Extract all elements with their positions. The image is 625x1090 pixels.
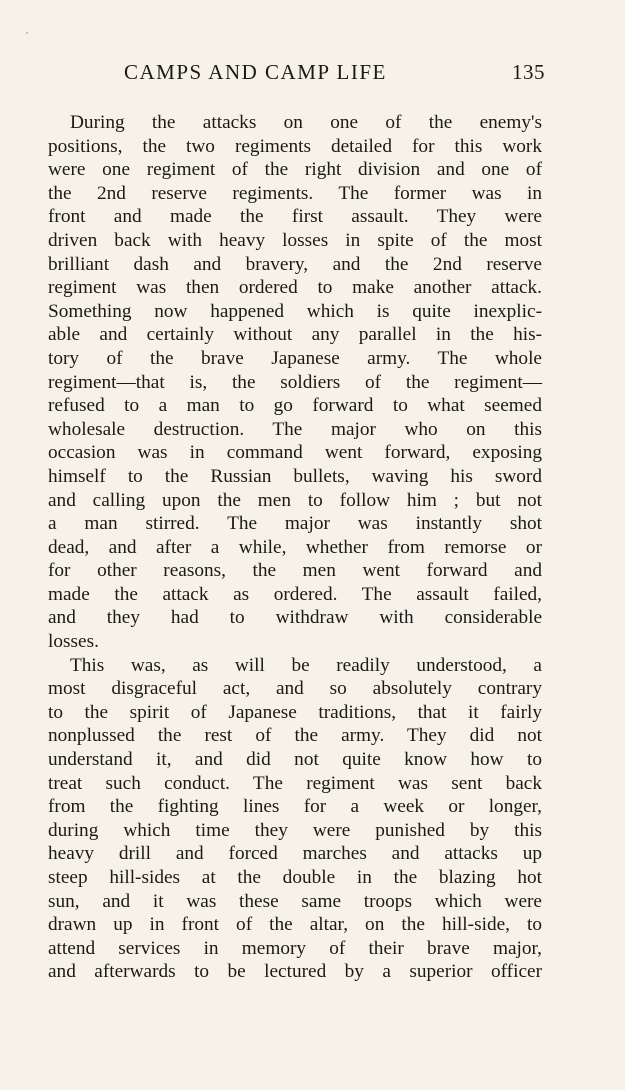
text-line: during which time they were punished by this bbox=[48, 819, 542, 841]
text-line: from the fighting lines for a week or longer, bbox=[48, 796, 542, 818]
text-line: understand it, and did not quite know how to bbox=[48, 749, 542, 771]
text-line: losses. bbox=[48, 631, 99, 653]
text-line: During the attacks on one of the enemy's bbox=[70, 112, 542, 133]
text-line: treat such conduct. The regiment was sent back bbox=[48, 772, 542, 794]
text-line: and they had to withdraw with considerable bbox=[48, 607, 542, 629]
text-line: himself to the Russian bullets, waving his sword bbox=[48, 465, 542, 487]
text-line: positions, the two regiments detailed for this work bbox=[48, 135, 542, 157]
text-line: drawn up in front of the altar, on the hill-side, to bbox=[48, 914, 542, 936]
text-line: able and certainly without any parallel in the his- bbox=[48, 324, 542, 346]
page-header bbox=[48, 60, 545, 90]
text-line: steep hill-sides at the double in the blazing hot bbox=[48, 867, 542, 888]
text-line: and afterwards to be lectured by a superior officer bbox=[48, 961, 542, 983]
text-line: brilliant dash and bravery, and the 2nd reserve bbox=[48, 253, 542, 275]
text-line: regiment was then ordered to make another attack. bbox=[48, 277, 542, 299]
text-line: Something now happened which is quite inexplic- bbox=[48, 300, 542, 322]
text-line: to the spirit of Japanese traditions, that it fairly bbox=[48, 701, 542, 723]
text-line: the 2nd reserve regiments. The former was in bbox=[48, 182, 542, 204]
text-line: for other reasons, the men went forward and bbox=[48, 560, 542, 582]
text-line: dead, and after a while, whether from remorse or bbox=[48, 536, 542, 558]
text-line: were one regiment of the right division and one of bbox=[48, 159, 542, 181]
text-line: regiment—that is, the soldiers of the regiment— bbox=[48, 371, 542, 393]
text-line: occasion was in command went forward, exposing bbox=[48, 442, 542, 464]
text-line: wholesale destruction. The major who on this bbox=[48, 418, 542, 440]
text-line: and calling upon the men to follow him ; but not bbox=[48, 489, 542, 511]
paper-speck bbox=[26, 32, 28, 34]
text-line: sun, and it was these same troops which were bbox=[48, 890, 542, 912]
page-number: 135 bbox=[512, 60, 545, 84]
running-head: CAMPS AND CAMP LIFE bbox=[124, 60, 387, 84]
text-line: most disgraceful act, and so absolutely contrary bbox=[48, 678, 542, 700]
text-line: heavy drill and forced marches and attacks up bbox=[48, 843, 542, 865]
body-text bbox=[48, 111, 542, 984]
text-line: driven back with heavy losses in spite of the most bbox=[48, 229, 542, 251]
text-line: made the attack as ordered. The assault failed, bbox=[48, 583, 542, 605]
text-line: This was, as will be readily understood, a bbox=[70, 654, 542, 676]
text-line: tory of the brave Japanese army. The whole bbox=[48, 347, 542, 369]
text-line: attend services in memory of their brave major, bbox=[48, 937, 542, 959]
text-line: nonplussed the rest of the army. They did not bbox=[48, 725, 542, 747]
text-line: front and made the first assault. They were bbox=[48, 206, 542, 228]
text-line: a man stirred. The major was instantly shot bbox=[48, 513, 542, 535]
text-line: refused to a man to go forward to what seemed bbox=[48, 395, 542, 417]
